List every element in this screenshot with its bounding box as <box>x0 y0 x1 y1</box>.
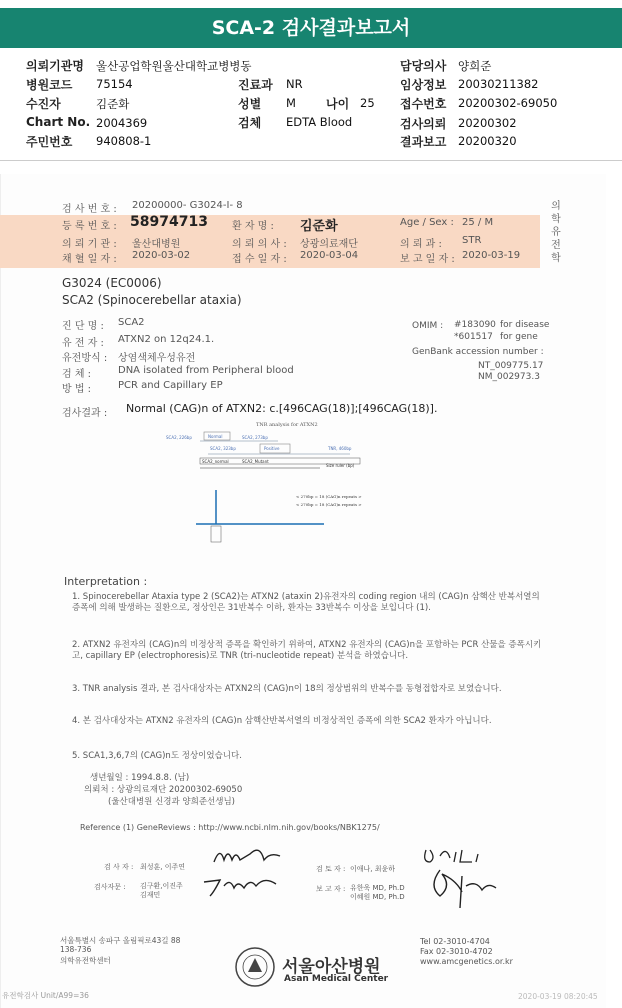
hospital-name-en: Asan Medical Center <box>284 974 389 984</box>
info-value: 양희준 <box>458 59 492 73</box>
footer-timestamp: 2020-03-19 08:20:45 <box>518 992 598 1001</box>
info-label: 병원코드 <box>26 78 73 92</box>
reviewer-label: 검 토 자 : <box>316 865 346 873</box>
fax: Fax 02-3010-4702 <box>420 947 493 956</box>
info-label: Chart No. <box>26 115 91 129</box>
collect-date: 2020-03-02 <box>132 250 191 261</box>
patient-label: 환 자 명 : <box>232 221 274 232</box>
info-value: NR <box>286 77 303 91</box>
reg-label: 등 록 번 호 : <box>62 221 117 232</box>
tnr-label: Normal <box>208 434 223 439</box>
receive-date: 2020-03-04 <box>300 250 359 261</box>
inherit: 상염색체우성유전 <box>118 353 196 364</box>
info-label: 성별 <box>238 97 262 111</box>
report-title: SCA-2 검사결과보고서 <box>0 8 622 48</box>
info-value: 75154 <box>96 77 133 91</box>
tel: Tel 02-3010-4704 <box>420 937 490 946</box>
manager-label: 검사자문 : <box>94 883 126 891</box>
info-label: 접수번호 <box>400 97 447 111</box>
omim-gene: *601517 <box>454 332 493 342</box>
patient-name: 김준화 <box>300 219 338 234</box>
info-label: 의뢰기관명 <box>26 59 84 73</box>
age-label: Age / Sex : <box>400 217 454 228</box>
signature-reporter <box>426 866 516 910</box>
specimen: DNA isolated from Peripheral blood <box>118 365 294 376</box>
gene-label: 유 전 자 : <box>62 338 104 349</box>
address-2: 138-736 <box>60 945 92 954</box>
extra-1: 생년월일 : 1994.8.8. (남) <box>90 773 190 783</box>
reviewer: 이애나, 최윤하 <box>350 865 396 873</box>
info-value: 20200302 <box>458 116 517 130</box>
report-date: 2020-03-19 <box>462 250 521 261</box>
receive-label: 접 수 일 자 : <box>232 254 287 265</box>
interp-4: 4. 본 검사대상자는 ATXN2 유전자의 (CAG)n 삼핵산반복서열의 비정상적인 증폭에 의한 SCA2 환자가 아닙니다. <box>72 716 492 726</box>
tester: 최성훈, 이주연 <box>140 863 186 871</box>
info-value: 20030211382 <box>458 77 539 91</box>
collect-label: 채 혈 일 자 : <box>62 254 117 265</box>
doctor: 상광의료재단 <box>300 239 358 250</box>
tnr-label: SCA2_Mutant <box>242 459 269 464</box>
manager: 김구환,이진주 김재민 <box>140 882 183 899</box>
info-value: 김준화 <box>96 97 130 111</box>
info-label: 결과보고 <box>400 135 447 149</box>
signature-manager <box>200 872 290 900</box>
interp-1: 1. Spinocerebellar Ataxia type 2 (SCA2)는 ATXN2 (ataxin 2)유전자의 coding region 내의 (CAG)n 삼핵산 반복서열의 증폭에 의해 발생하는 질환으로, 정상인은 31반복수 이하, 환자는 33반복수 이상을 보입니다 (1). <box>72 592 540 613</box>
omim-label: OMIM : <box>412 321 444 331</box>
info-value: 2004369 <box>96 116 148 130</box>
age-sex: 25 / M <box>462 217 494 228</box>
reporter: 유한욱 MD, Ph.D 이혜원 MD, Ph.D <box>350 884 405 901</box>
address-3: 의학유전학센터 <box>60 956 111 965</box>
divider <box>0 160 622 161</box>
exam-no-label: 검 사 번 호 : <box>62 204 117 215</box>
tnr-title: TNR analysis for ATXN2 <box>256 422 318 428</box>
website: www.amcgenetics.or.kr <box>420 957 513 966</box>
info-label: 나이 <box>326 97 350 111</box>
interp-5: 5. SCA1,3,6,7의 (CAG)n도 정상이었습니다. <box>72 751 242 761</box>
reg-no: 58974713 <box>130 214 208 230</box>
tnr-note: < 270bp = 18 (CAG)n repeats > <box>296 494 362 499</box>
diag: SCA2 <box>118 317 145 328</box>
info-value: 940808-1 <box>96 134 152 148</box>
doctor-label: 의 뢰 의 사 : <box>232 239 287 250</box>
inherit-label: 유전방식 : <box>62 353 108 364</box>
interp-2: 2. ATXN2 유전자의 (CAG)n의 비정상적 증폭을 확인하기 위하여, ATXN2 유전자의 (CAG)n을 포함하는 PCR 산물을 증폭시키고, capillary EP (electrophoresis)로 TNR (tri-nucleotide repeat) 분석을 하였습니다. <box>72 640 542 661</box>
info-label: 담당의사 <box>400 59 447 73</box>
exam-no: 20200000- G3024-I- 8 <box>132 200 243 211</box>
method-label: 방 법 : <box>62 384 92 395</box>
info-label: 수진자 <box>26 97 61 111</box>
info-label: 임상정보 <box>400 78 447 92</box>
address-1: 서울특별시 송파구 올림픽로43길 88 <box>60 936 181 945</box>
result-label: 검사결과 : <box>62 408 108 419</box>
report-label: 보 고 일 자 : <box>400 254 455 265</box>
hospital-name-kr: 서울아산병원 <box>282 957 381 977</box>
interp-title: Interpretation : <box>64 575 148 588</box>
omim-gene-note: for gene <box>500 332 538 342</box>
tnr-label: SCA2, 226bp <box>166 435 192 440</box>
extra-3: (울산대병원 신경과 양희준선생님) <box>108 797 235 807</box>
test-code: G3024 (EC0006) <box>62 276 162 290</box>
tnr-label: Positive <box>264 446 280 451</box>
reference: Reference (1) GeneReviews : http://www.ncbi.nlm.nih.gov/books/NBK1275/ <box>80 823 380 832</box>
tnr-figure <box>160 418 380 548</box>
result-value: Normal (CAG)n of ATXN2: c.[496CAG(18)];[496CAG(18)]. <box>126 402 438 415</box>
tnr-peak-label <box>211 526 221 542</box>
tnr-label: SCA2_normal <box>202 459 229 464</box>
tnr-label: Size ruler (bp) <box>326 463 355 468</box>
dept-label: 의 뢰 과 : <box>400 239 442 250</box>
info-label: 검체 <box>238 116 262 130</box>
dept: STR <box>462 235 482 246</box>
info-label: 주민번호 <box>26 135 73 149</box>
footer-unit: 유전학검사 Unit/A99=36 <box>2 991 89 1000</box>
interp-3: 3. TNR analysis 결과, 본 검사대상자는 ATXN2의 (CAG)n이 18의 정상범위의 반복수를 동형접합자로 보였습니다. <box>72 684 502 694</box>
inst: 울산대병원 <box>132 239 181 250</box>
extra-2: 의뢰처 : 상광의료재단 20200302-69050 <box>84 785 243 795</box>
signature-tester <box>210 842 290 870</box>
tester-label: 검 사 자 : <box>104 863 134 871</box>
tnr-note: < 270bp = 18 (CAG)n repeats > <box>296 502 362 507</box>
tnr-label: SCA2, 323bp <box>210 446 236 451</box>
inst-label: 의 뢰 기 관 : <box>62 239 117 250</box>
genbank-2: NM_002973.3 <box>478 372 540 382</box>
info-value: EDTA Blood <box>286 115 353 129</box>
info-value: 25 <box>360 96 375 110</box>
omim-disease-note: for disease <box>500 320 550 330</box>
info-value: 20200320 <box>458 134 517 148</box>
method: PCR and Capillary EP <box>118 380 223 391</box>
omim-disease: #183090 <box>454 320 496 330</box>
gene: ATXN2 on 12q24.1. <box>118 334 215 345</box>
info-label: 진료과 <box>238 78 273 92</box>
vertical-label: 의학유전학 <box>551 201 561 264</box>
asan-foundation-logo <box>234 946 276 988</box>
info-value: 울산공업학원울산대학교병병동 <box>96 59 252 73</box>
specimen-label: 검 체 : <box>62 369 92 380</box>
info-value: 20200302-69050 <box>458 96 558 110</box>
signature-reviewer <box>420 844 500 868</box>
info-label: 검사의뢰 <box>400 117 447 131</box>
genbank-1: NT_009775.17 <box>478 361 544 371</box>
info-value: M <box>286 96 296 110</box>
reporter-label: 보 고 자 : <box>316 885 346 893</box>
tnr-label: SCA2, 273bp <box>242 435 268 440</box>
genbank-label: GenBank accession number : <box>412 347 544 357</box>
test-name: SCA2 (Spinocerebellar ataxia) <box>62 293 242 307</box>
tnr-label: TNR, 460bp <box>328 446 352 451</box>
diag-label: 진 단 명 : <box>62 321 104 332</box>
